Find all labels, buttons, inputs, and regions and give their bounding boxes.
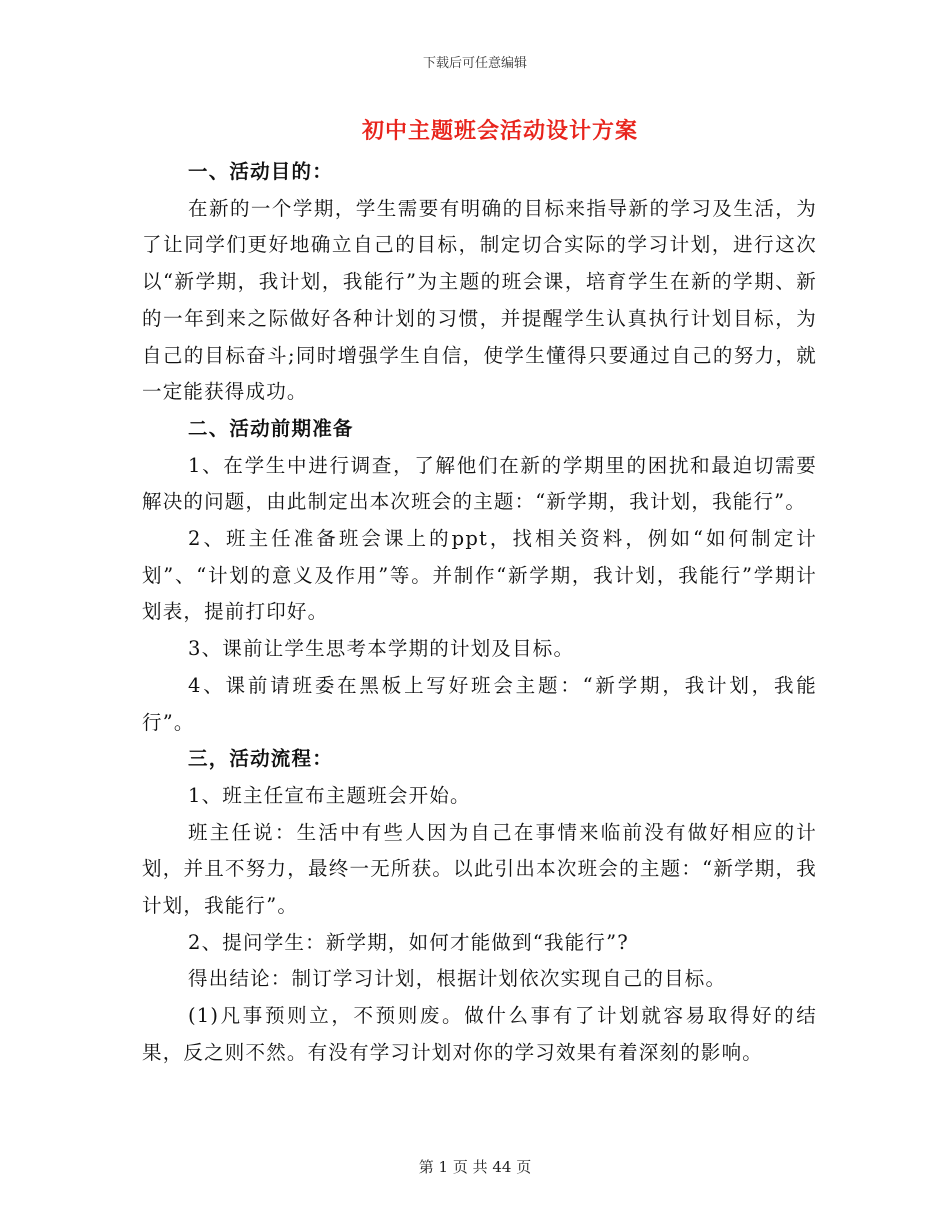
section-heading: 三，活动流程： — [188, 747, 333, 771]
page-header: 下载后可任意编辑 — [422, 56, 527, 71]
paragraph: 3、课前让学生思考本学期的计划及目标。 — [188, 637, 575, 661]
paragraph: 得出结论：制订学习计划，根据计划依次实现自己的目标。 — [188, 967, 727, 991]
document-body — [142, 154, 817, 1072]
paragraph: (1)凡事预则立，不预则废。做什么事有了计划就容易取得好的结果，反之则不然。有没有学习计划对你的学习效果有着深刻的影响。 — [142, 1004, 817, 1064]
paragraph: 4、课前请班委在黑板上写好班会主题：“新学期，我计划，我能行”。 — [142, 673, 817, 734]
paragraph: 在新的一个学期，学生需要有明确的目标来指导新的学习及生活，为了让同学们更好地确立自己的目标，制定切合实际的学习计划，进行这次以“新学期，我计划，我能行”为主题的班会课，培育学生在新的学期、新的一年到来之际做好各种计划的习惯，并提醒学生认真执行计划目标，为自己的目标奋斗;同时增强学生自信，使学生懂得只要通过自己的努力，就一定能获得成功。 — [142, 196, 817, 404]
paragraph: 1、在学生中进行调查，了解他们在新的学期里的困扰和最迫切需要解决的问题，由此制定出本次班会的主题：“新学期，我计划，我能行”。 — [142, 453, 817, 514]
section-heading: 二、活动前期准备 — [188, 416, 354, 440]
section-heading: 一、活动目的： — [188, 160, 333, 183]
paragraph: 班主任说：生活中有些人因为自己在事情来临前没有做好相应的计划，并且不努力，最终一无所获。以此引出本次班会的主题：“新学期，我计划，我能行”。 — [142, 820, 817, 918]
document-title: 初中主题班会活动设计方案 — [361, 118, 638, 144]
paragraph: 2、班主任准备班会课上的ppt，找相关资料，例如“如何制定计划”、“计划的意义及作用”等。并制作“新学期，我计划，我能行”学期计划表，提前打印好。 — [142, 527, 817, 624]
page-footer: 第 1 页 共 44 页 — [418, 1158, 532, 1176]
paragraph: 2、提问学生：新学期，如何才能做到“我能行”? — [188, 930, 629, 954]
paragraph: 1、班主任宣布主题班会开始。 — [188, 783, 471, 807]
